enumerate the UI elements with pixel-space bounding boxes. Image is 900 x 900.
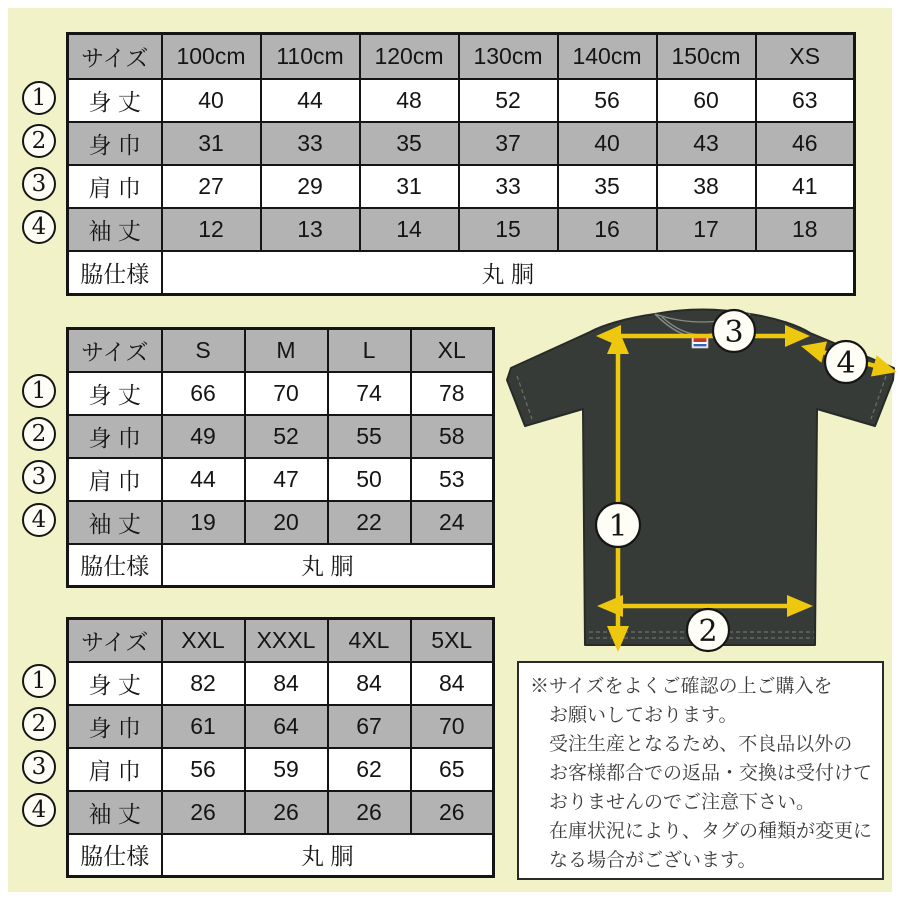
value-cell: 26: [162, 791, 245, 834]
value-cell: 48: [360, 79, 459, 122]
value-cell: 84: [328, 662, 411, 705]
row-label: 袖 丈: [68, 501, 162, 544]
header-cell: 140cm: [558, 34, 657, 79]
row-marker-4: 4: [22, 503, 56, 537]
value-cell: 66: [162, 372, 245, 415]
header-cell: 4XL: [328, 619, 411, 662]
header-cell: サイズ: [68, 619, 162, 662]
row-marker-3: 3: [22, 460, 56, 494]
value-cell: 49: [162, 415, 245, 458]
value-cell: 35: [558, 165, 657, 208]
value-cell: 27: [162, 165, 261, 208]
value-cell: 26: [328, 791, 411, 834]
note-line: お客様都合での返品・交換は受付けて: [549, 763, 873, 784]
value-cell: 31: [360, 165, 459, 208]
row-label: 身 巾: [68, 122, 162, 165]
value-cell: 50: [328, 458, 411, 501]
value-cell: 70: [411, 705, 494, 748]
value-cell: 20: [245, 501, 328, 544]
row-label: 身 丈: [68, 372, 162, 415]
row-label: 肩 巾: [68, 748, 162, 791]
value-cell: 17: [657, 208, 756, 251]
value-cell: 52: [459, 79, 558, 122]
note-line: 在庫状況により、タグの種類が変更に: [549, 821, 873, 842]
header-cell: 120cm: [360, 34, 459, 79]
row-label: 肩 巾: [68, 458, 162, 501]
value-cell: 35: [360, 122, 459, 165]
value-cell: 52: [245, 415, 328, 458]
value-cell: 62: [328, 748, 411, 791]
row-marker-2: 2: [22, 124, 56, 158]
note-line: なる場合がございます。: [549, 850, 757, 871]
header-cell: M: [245, 329, 328, 372]
header-cell: S: [162, 329, 245, 372]
value-cell: 84: [411, 662, 494, 705]
header-cell: 110cm: [261, 34, 360, 79]
header-cell: XXXL: [245, 619, 328, 662]
header-cell: XS: [756, 34, 855, 79]
value-cell: 29: [261, 165, 360, 208]
value-cell: 46: [756, 122, 855, 165]
note-line: おりませんのでご注意下さい。: [549, 792, 816, 813]
value-cell: 58: [411, 415, 494, 458]
value-cell: 56: [558, 79, 657, 122]
header-cell: 150cm: [657, 34, 756, 79]
note-line: ※サイズをよくご確認の上ご購入を: [530, 676, 833, 697]
value-cell: 19: [162, 501, 245, 544]
row-marker-3: 3: [22, 750, 56, 784]
row-label: 袖 丈: [68, 791, 162, 834]
value-cell: 56: [162, 748, 245, 791]
spec-label: 脇仕様: [68, 834, 162, 877]
header-cell: 100cm: [162, 34, 261, 79]
marker-1: 1: [608, 509, 628, 544]
value-cell: 40: [558, 122, 657, 165]
value-cell: 22: [328, 501, 411, 544]
value-cell: 74: [328, 372, 411, 415]
value-cell: 33: [261, 122, 360, 165]
row-marker-3: 3: [22, 167, 56, 201]
row-label: 身 巾: [68, 415, 162, 458]
value-cell: 44: [162, 458, 245, 501]
row-label: 身 丈: [68, 662, 162, 705]
row-marker-1: 1: [22, 374, 56, 408]
value-cell: 37: [459, 122, 558, 165]
row-marker-4: 4: [22, 210, 56, 244]
row-marker-2: 2: [22, 417, 56, 451]
header-cell: 130cm: [459, 34, 558, 79]
note-line: お願いしております。: [549, 705, 738, 726]
value-cell: 61: [162, 705, 245, 748]
value-cell: 59: [245, 748, 328, 791]
value-cell: 26: [411, 791, 494, 834]
marker-3: 3: [724, 315, 744, 350]
spec-label: 脇仕様: [68, 251, 162, 295]
header-cell: サイズ: [68, 34, 162, 79]
value-cell: 13: [261, 208, 360, 251]
value-cell: 82: [162, 662, 245, 705]
value-cell: 18: [756, 208, 855, 251]
value-cell: 24: [411, 501, 494, 544]
value-cell: 16: [558, 208, 657, 251]
value-cell: 38: [657, 165, 756, 208]
value-cell: 63: [756, 79, 855, 122]
purchase-note: [517, 661, 884, 880]
size-table-plus: [66, 617, 495, 878]
row-marker-1: 1: [22, 81, 56, 115]
spec-value: 丸 胴: [162, 834, 494, 877]
row-marker-1: 1: [22, 664, 56, 698]
value-cell: 15: [459, 208, 558, 251]
value-cell: 65: [411, 748, 494, 791]
row-label: 袖 丈: [68, 208, 162, 251]
spec-label: 脇仕様: [68, 544, 162, 587]
value-cell: 41: [756, 165, 855, 208]
value-cell: 55: [328, 415, 411, 458]
row-label: 肩 巾: [68, 165, 162, 208]
row-marker-2: 2: [22, 707, 56, 741]
size-table-adult: [66, 327, 495, 588]
header-cell: XXL: [162, 619, 245, 662]
header-cell: XL: [411, 329, 494, 372]
value-cell: 78: [411, 372, 494, 415]
value-cell: 40: [162, 79, 261, 122]
marker-2: 2: [698, 614, 718, 649]
value-cell: 33: [459, 165, 558, 208]
value-cell: 67: [328, 705, 411, 748]
value-cell: 47: [245, 458, 328, 501]
value-cell: 60: [657, 79, 756, 122]
row-label: 身 巾: [68, 705, 162, 748]
header-cell: サイズ: [68, 329, 162, 372]
value-cell: 53: [411, 458, 494, 501]
value-cell: 26: [245, 791, 328, 834]
header-cell: 5XL: [411, 619, 494, 662]
value-cell: 31: [162, 122, 261, 165]
spec-value: 丸 胴: [162, 251, 855, 295]
row-label: 身 丈: [68, 79, 162, 122]
row-marker-4: 4: [22, 793, 56, 827]
tshirt-diagram: [505, 300, 900, 654]
value-cell: 44: [261, 79, 360, 122]
note-line: 受注生産となるため、不良品以外の: [549, 734, 853, 755]
value-cell: 12: [162, 208, 261, 251]
header-cell: L: [328, 329, 411, 372]
value-cell: 64: [245, 705, 328, 748]
marker-4: 4: [836, 346, 856, 381]
value-cell: 43: [657, 122, 756, 165]
value-cell: 14: [360, 208, 459, 251]
value-cell: 70: [245, 372, 328, 415]
spec-value: 丸 胴: [162, 544, 494, 587]
value-cell: 84: [245, 662, 328, 705]
size-table-kids: [66, 32, 856, 296]
